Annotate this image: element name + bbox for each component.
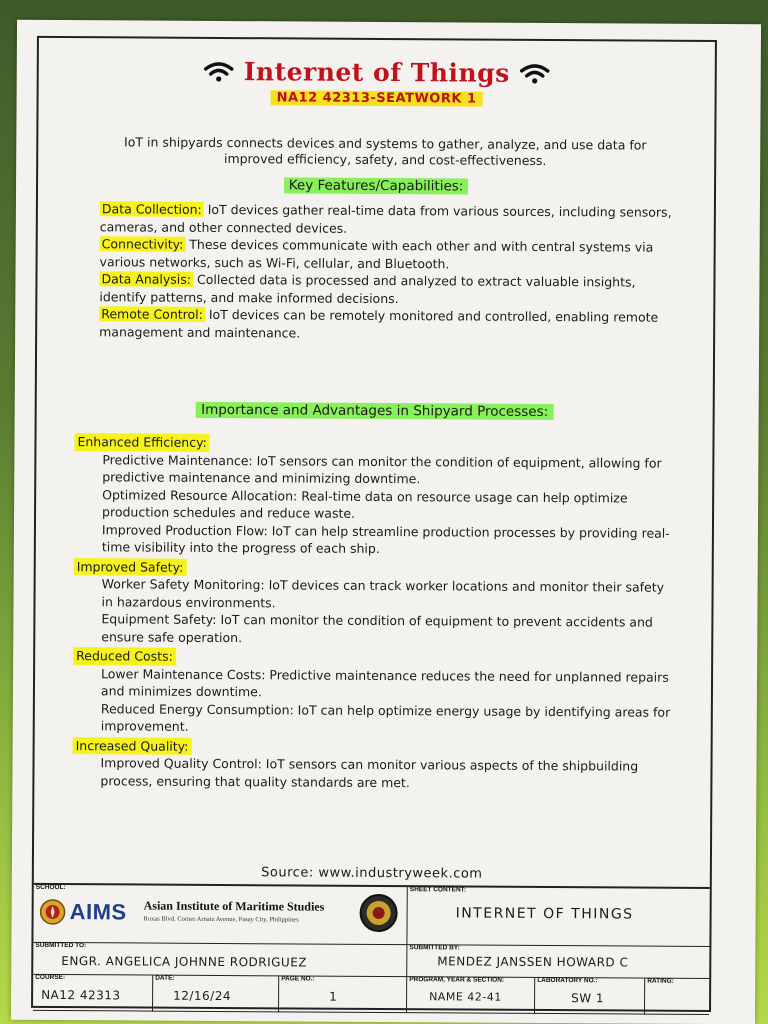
sheet-content-label: SHEET CONTENT: bbox=[409, 886, 467, 894]
feature-label: Connectivity: bbox=[101, 236, 184, 252]
title-block bbox=[33, 883, 710, 1010]
course-value: NA12 42313 bbox=[41, 987, 121, 1003]
category-label: Improved Safety: bbox=[74, 558, 187, 576]
page-no-value: 1 bbox=[329, 989, 338, 1004]
lab-no-label: LABORATORY NO.: bbox=[537, 976, 598, 985]
category-label: Reduced Costs: bbox=[73, 647, 176, 665]
aims-wordmark: AIMS bbox=[69, 899, 127, 925]
title-row bbox=[39, 56, 715, 89]
date-label: DATE: bbox=[155, 974, 175, 982]
school-cell bbox=[33, 885, 407, 945]
date-value: 12/16/24 bbox=[173, 988, 232, 1004]
sheet-content-cell bbox=[407, 887, 709, 947]
aims-logo bbox=[40, 899, 127, 926]
submitted-to-label: SUBMITTED TO: bbox=[35, 941, 87, 950]
category-improved-safety bbox=[73, 556, 678, 649]
feature-text: Collected data is processed and analyzed to extract valuable insights, identify patterns, and make informed decisions. bbox=[99, 271, 636, 306]
feature-text: IoT devices can be remotely monitored and controlled, enabling remote management and maintenance. bbox=[99, 306, 659, 340]
feature-label: Data Analysis: bbox=[101, 271, 192, 287]
submitted-by-value: MENDEZ JANSSEN HOWARD C bbox=[437, 954, 629, 970]
aims-emblem-icon bbox=[40, 899, 66, 925]
category-item: Improved Production Flow: IoT can help streamline production processes by providing real-time visibility into the progress of each ship. bbox=[101, 521, 670, 556]
school-name: Asian Institute of Maritime Studies bbox=[143, 898, 325, 914]
feature-label: Remote Control: bbox=[101, 306, 203, 322]
category-label: Increased Quality: bbox=[73, 737, 192, 755]
document-frame bbox=[31, 36, 717, 1012]
submitted-to-value: ENGR. ANGELICA JOHNNE RODRIGUEZ bbox=[61, 954, 308, 970]
category-increased-quality bbox=[72, 735, 676, 793]
course-cell bbox=[33, 975, 153, 1012]
importance-heading-text: Importance and Advantages in Shipyard Processes: bbox=[196, 402, 553, 420]
category-item: Predictive Maintenance: IoT sensors can monitor the condition of equipment, allowing for predictive maintenance and minimizing downtime. bbox=[102, 451, 662, 487]
category-item: Lower Maintenance Costs: Predictive maintenance reduces the need for unplanned repairs and minimizes downtime. bbox=[100, 665, 669, 700]
submitted-to-cell bbox=[33, 943, 407, 977]
category-item: Equipment Safety: IoT can monitor the condition of equipment to prevent accidents and ensure safe operation. bbox=[101, 611, 653, 645]
submitted-by-cell bbox=[407, 945, 709, 979]
wifi-icon-left bbox=[204, 60, 234, 82]
page-no-label: PAGE NO.: bbox=[281, 975, 315, 983]
program-cell bbox=[407, 977, 535, 1014]
lab-no-value: SW 1 bbox=[571, 991, 605, 1006]
category-item: Improved Quality Control: IoT sensors can monitor various aspects of the shipbuilding process, ensuring that quality standards are met. bbox=[100, 755, 639, 790]
feature-text: These devices communicate with each other and with central systems via various networks, such as Wi-Fi, cellular, and Bluetooth. bbox=[99, 236, 654, 271]
feature-item-connectivity bbox=[100, 235, 676, 274]
category-enhanced-efficiency bbox=[74, 431, 679, 559]
submitted-by-label: SUBMITTED BY: bbox=[409, 944, 460, 952]
category-item: Worker Safety Monitoring: IoT devices can track worker locations and monitor their safety in hazardous environments. bbox=[101, 576, 665, 610]
school-address: Roxas Blvd. Corner Arnaiz Avenue, Pasay City, Philippines bbox=[143, 915, 299, 924]
page-no-cell bbox=[279, 976, 407, 1013]
key-features-heading-text: Key Features/Capabilities: bbox=[284, 177, 469, 194]
school-seal-icon bbox=[358, 893, 398, 933]
feature-item-remote-control bbox=[99, 305, 675, 344]
feature-item-data-analysis bbox=[99, 270, 675, 309]
intro-paragraph: IoT in shipyards connects devices and systems to gather, analyze, and use data for improved efficiency, safety, and cost-effectiveness. bbox=[124, 134, 647, 168]
sheet-content-value: INTERNET OF THINGS bbox=[455, 905, 634, 923]
course-label: COURSE: bbox=[35, 973, 66, 982]
category-item: Reduced Energy Consumption: IoT can help optimize energy usage by identifying areas for improvement. bbox=[100, 700, 671, 734]
wifi-icon-right bbox=[520, 62, 550, 84]
key-features-list bbox=[99, 200, 676, 344]
document-title: Internet of Things bbox=[243, 57, 510, 88]
rating-label: RATING: bbox=[647, 977, 674, 985]
feature-label: Data Collection: bbox=[101, 201, 202, 217]
document-subtitle: NA12 42313-SEATWORK 1 bbox=[271, 90, 483, 106]
program-label: PROGRAM, YEAR & SECTION: bbox=[409, 976, 505, 984]
category-item: Optimized Resource Allocation: Real-time data on resource usage can help optimize production schedules and reduce waste. bbox=[102, 486, 628, 521]
lab-no-cell bbox=[535, 978, 645, 1015]
paper-sheet bbox=[11, 20, 761, 1024]
header bbox=[39, 56, 715, 108]
feature-text: IoT devices gather real-time data from various sources, including sensors, cameras, and other connected devices. bbox=[99, 201, 672, 236]
category-label: Enhanced Efficiency: bbox=[74, 433, 209, 451]
category-reduced-costs bbox=[73, 645, 678, 738]
school-label: SCHOOL: bbox=[35, 883, 66, 892]
feature-item-data-collection bbox=[100, 200, 676, 239]
rating-cell bbox=[645, 979, 709, 1015]
source-citation: Source: www.industryweek.com bbox=[261, 865, 483, 882]
program-value: NAME 42-41 bbox=[429, 990, 502, 1004]
advantages-section bbox=[72, 431, 678, 793]
date-cell bbox=[153, 976, 279, 1013]
key-features-heading bbox=[38, 176, 714, 196]
importance-heading bbox=[37, 401, 713, 421]
